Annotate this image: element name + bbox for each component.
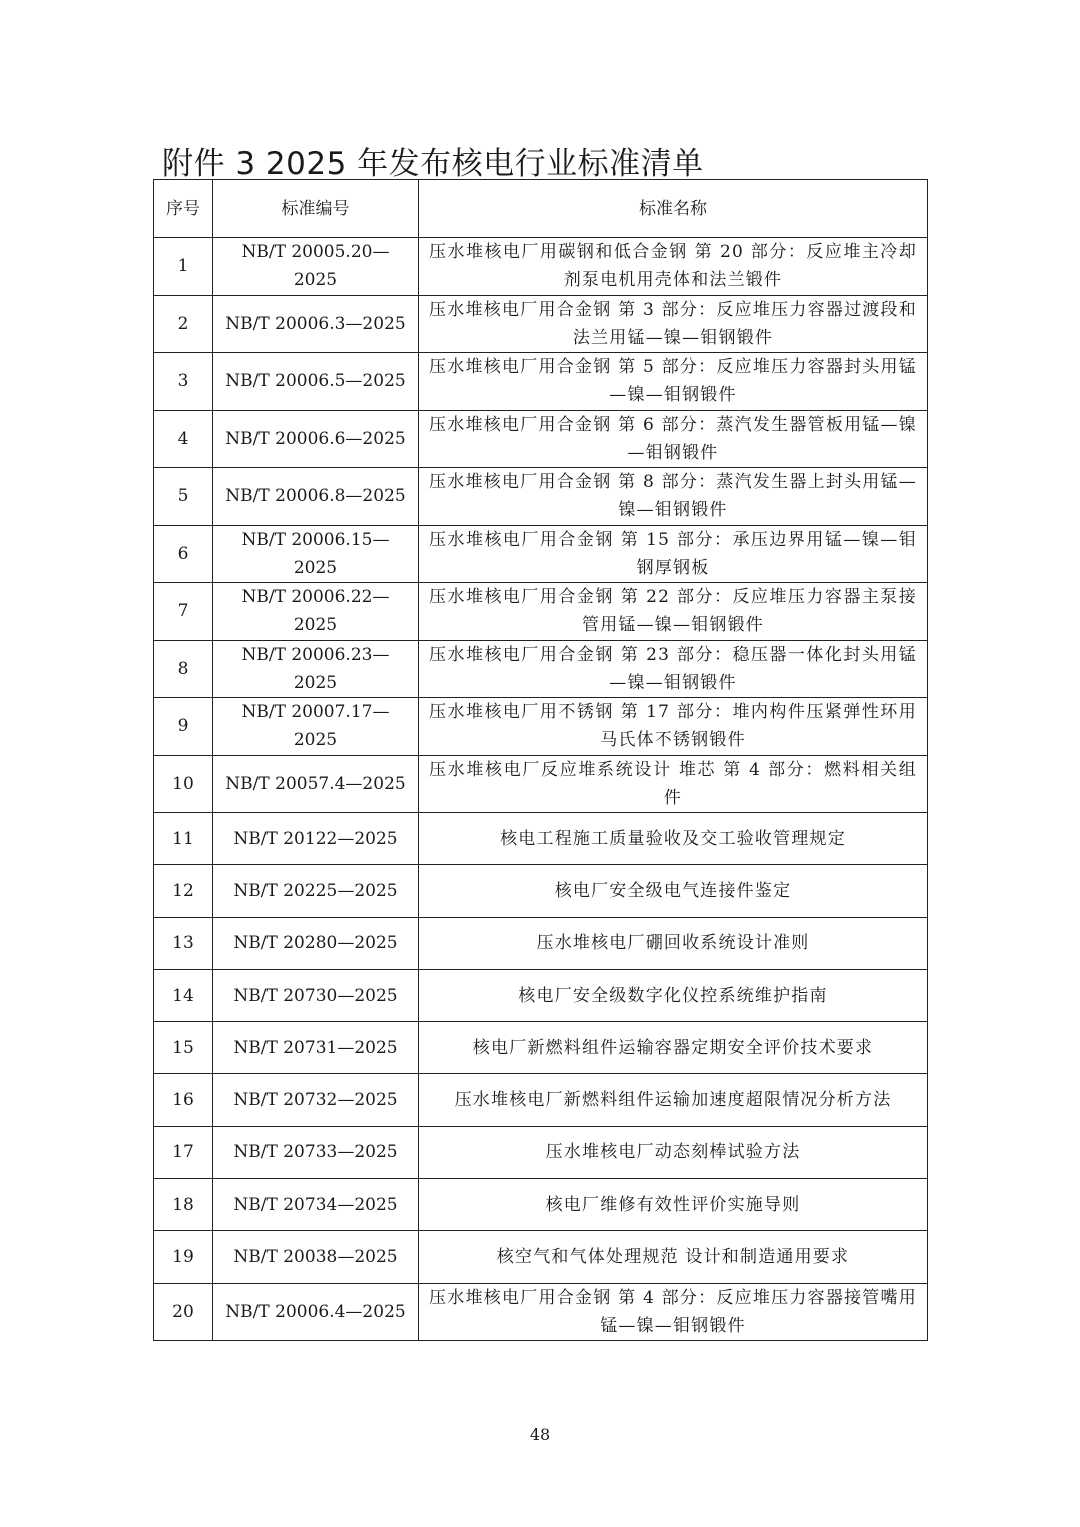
- row-code: NB/T 20280—2025: [213, 917, 419, 969]
- row-name: 核电厂安全级数字化仪控系统维护指南: [419, 969, 928, 1021]
- table-row: [154, 295, 928, 353]
- table-row: [154, 1231, 928, 1283]
- row-name: 压水堆核电厂用合金钢 第 23 部分：稳压器一体化封头用锰—镍—钼钢锻件: [419, 640, 928, 698]
- row-serial: 20: [154, 1283, 213, 1340]
- row-code: NB/T 20730—2025: [213, 969, 419, 1021]
- row-code: NB/T 20733—2025: [213, 1126, 419, 1178]
- row-serial: 6: [154, 525, 213, 583]
- row-serial: 1: [154, 238, 213, 296]
- row-name: 压水堆核电厂用合金钢 第 6 部分：蒸汽发生器管板用锰—镍—钼钢锻件: [419, 410, 928, 468]
- header-code: 标准编号: [213, 180, 419, 238]
- row-serial: 14: [154, 969, 213, 1021]
- table-row: [154, 1074, 928, 1126]
- row-name: 核电厂新燃料组件运输容器定期安全评价技术要求: [419, 1022, 928, 1074]
- row-name: 压水堆核电厂用不锈钢 第 17 部分：堆内构件压紧弹性环用马氏体不锈钢锻件: [419, 698, 928, 756]
- row-name: 核空气和气体处理规范 设计和制造通用要求: [419, 1231, 928, 1283]
- row-code: NB/T 20006.8—2025: [213, 468, 419, 526]
- row-name: 压水堆核电厂硼回收系统设计准则: [419, 917, 928, 969]
- table-row: [154, 917, 928, 969]
- row-code: NB/T 20225—2025: [213, 865, 419, 917]
- row-code: NB/T 20731—2025: [213, 1022, 419, 1074]
- table-header-row: [154, 180, 928, 238]
- row-serial: 3: [154, 353, 213, 411]
- page-title: 附件 3 2025 年发布核电行业标准清单: [162, 146, 704, 182]
- row-code: NB/T 20734—2025: [213, 1179, 419, 1231]
- row-code: NB/T 20006.22—2025: [213, 583, 419, 641]
- row-serial: 17: [154, 1126, 213, 1178]
- row-name: 核电厂维修有效性评价实施导则: [419, 1179, 928, 1231]
- row-serial: 13: [154, 917, 213, 969]
- row-serial: 12: [154, 865, 213, 917]
- standards-table: [153, 179, 928, 1341]
- row-serial: 10: [154, 755, 213, 813]
- row-code: NB/T 20007.17—2025: [213, 698, 419, 756]
- table-row: [154, 1022, 928, 1074]
- table-row: [154, 640, 928, 698]
- row-name: 压水堆核电厂用碳钢和低合金钢 第 20 部分：反应堆主冷却剂泵电机用壳体和法兰锻件: [419, 238, 928, 296]
- row-serial: 19: [154, 1231, 213, 1283]
- row-serial: 2: [154, 295, 213, 353]
- row-name: 压水堆核电厂反应堆系统设计 堆芯 第 4 部分：燃料相关组件: [419, 755, 928, 813]
- table-row: [154, 583, 928, 641]
- row-name: 压水堆核电厂用合金钢 第 3 部分：反应堆压力容器过渡段和法兰用锰—镍—钼钢锻件: [419, 295, 928, 353]
- row-serial: 9: [154, 698, 213, 756]
- row-serial: 11: [154, 813, 213, 865]
- row-code: NB/T 20122—2025: [213, 813, 419, 865]
- row-serial: 16: [154, 1074, 213, 1126]
- row-name: 压水堆核电厂用合金钢 第 5 部分：反应堆压力容器封头用锰—镍—钼钢锻件: [419, 353, 928, 411]
- row-name: 压水堆核电厂新燃料组件运输加速度超限情况分析方法: [419, 1074, 928, 1126]
- row-serial: 5: [154, 468, 213, 526]
- table-row: [154, 755, 928, 813]
- row-name: 压水堆核电厂用合金钢 第 8 部分：蒸汽发生器上封头用锰—镍—钼钢锻件: [419, 468, 928, 526]
- row-name: 核电工程施工质量验收及交工验收管理规定: [419, 813, 928, 865]
- table-row: [154, 969, 928, 1021]
- row-code: NB/T 20006.6—2025: [213, 410, 419, 468]
- table-row: [154, 353, 928, 411]
- table-row: [154, 698, 928, 756]
- table-row: [154, 1179, 928, 1231]
- row-name: 压水堆核电厂用合金钢 第 22 部分：反应堆压力容器主泵接管用锰—镍—钼钢锻件: [419, 583, 928, 641]
- row-code: NB/T 20006.4—2025: [213, 1283, 419, 1340]
- table-row: [154, 468, 928, 526]
- table-row: [154, 410, 928, 468]
- row-serial: 7: [154, 583, 213, 641]
- table-row: [154, 1126, 928, 1178]
- row-serial: 8: [154, 640, 213, 698]
- table-row: [154, 865, 928, 917]
- row-code: NB/T 20057.4—2025: [213, 755, 419, 813]
- row-code: NB/T 20732—2025: [213, 1074, 419, 1126]
- table-row: [154, 525, 928, 583]
- row-name: 压水堆核电厂用合金钢 第 15 部分：承压边界用锰—镍—钼钢厚钢板: [419, 525, 928, 583]
- row-name: 压水堆核电厂用合金钢 第 4 部分：反应堆压力容器接管嘴用锰—镍—钼钢锻件: [419, 1283, 928, 1340]
- header-name: 标准名称: [419, 180, 928, 238]
- page-number: 48: [529, 1425, 551, 1444]
- header-serial: 序号: [154, 180, 213, 238]
- row-name: 压水堆核电厂动态刻棒试验方法: [419, 1126, 928, 1178]
- row-code: NB/T 20038—2025: [213, 1231, 419, 1283]
- row-code: NB/T 20005.20—2025: [213, 238, 419, 296]
- row-code: NB/T 20006.5—2025: [213, 353, 419, 411]
- row-serial: 15: [154, 1022, 213, 1074]
- row-code: NB/T 20006.3—2025: [213, 295, 419, 353]
- table-row: [154, 238, 928, 296]
- row-serial: 4: [154, 410, 213, 468]
- row-serial: 18: [154, 1179, 213, 1231]
- row-name: 核电厂安全级电气连接件鉴定: [419, 865, 928, 917]
- row-code: NB/T 20006.23—2025: [213, 640, 419, 698]
- row-code: NB/T 20006.15—2025: [213, 525, 419, 583]
- table-row: [154, 813, 928, 865]
- table-row: [154, 1283, 928, 1340]
